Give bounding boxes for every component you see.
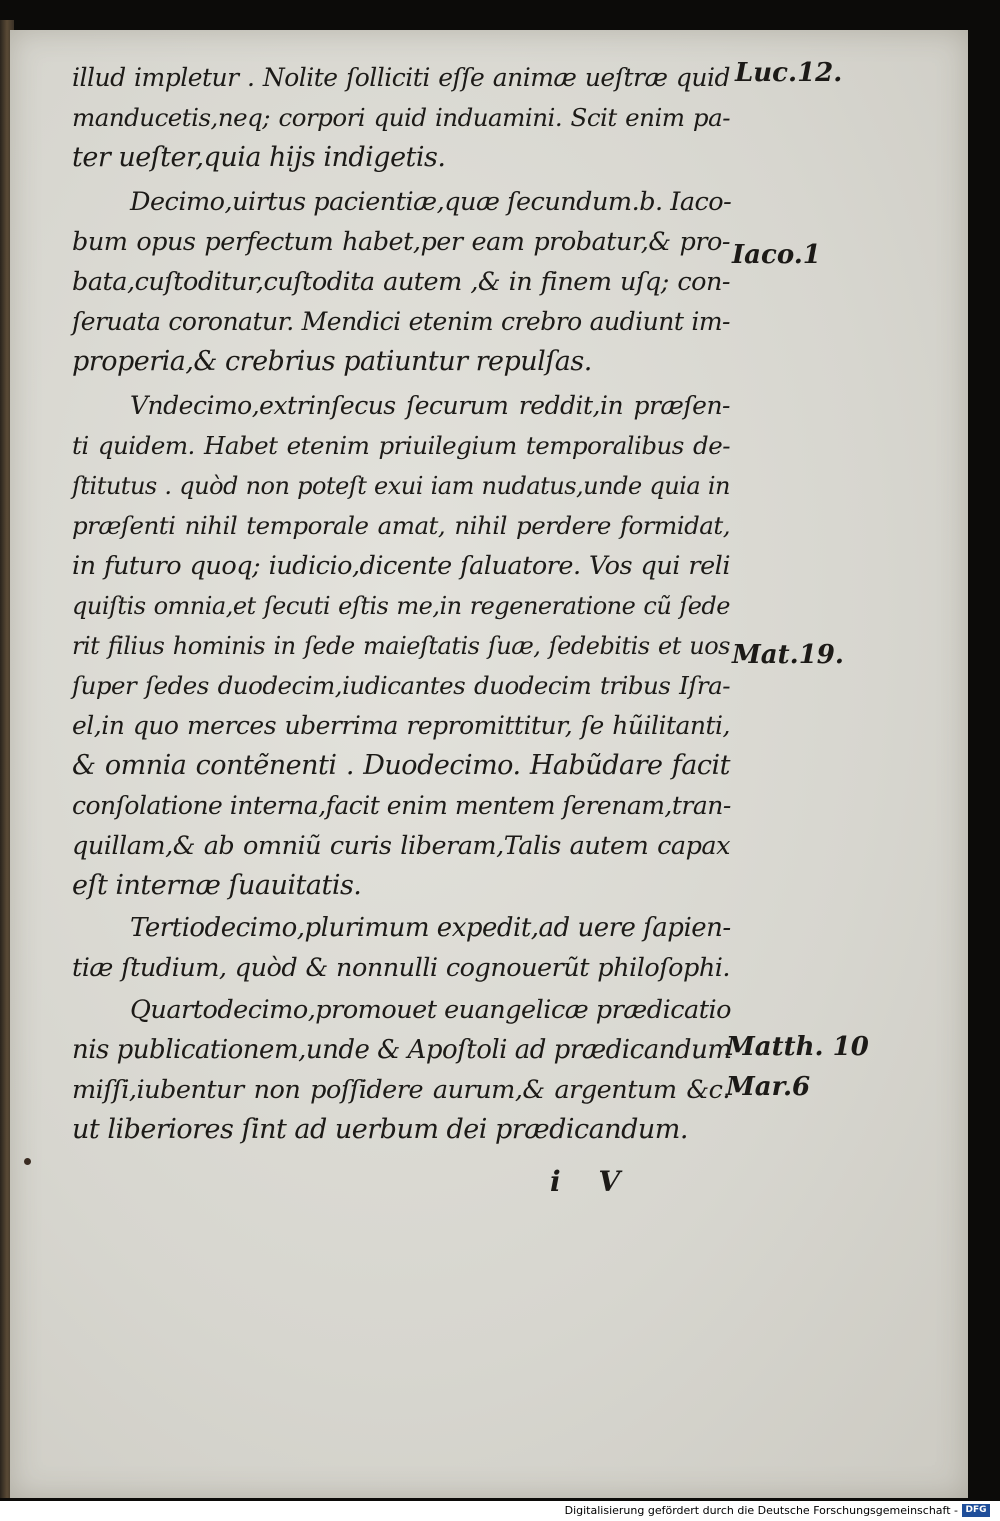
text-line: quiſtis omnia,et ſecuti eſtis me,in regeneratione cũ ſede: [72, 592, 730, 620]
signature-mark: i V: [550, 1165, 635, 1198]
margin-note: Luc.12.: [735, 58, 843, 88]
text-line: præſenti nihil temporale amat, nihil perdere formidat,: [72, 511, 730, 540]
text-line: Decimo,uirtus pacientiæ,quæ ſecundum.b. Iaco-: [130, 187, 732, 217]
text-line: ſeruata coronatur. Mendici etenim crebro audiunt im-: [72, 307, 730, 336]
text-line: ſtitutus . quòd non poteſt exui iam nudatus,unde quia in: [72, 472, 730, 500]
book-page: [10, 30, 968, 1498]
text-line: ſuper ſedes duodecim,iudicantes duodecim tribus Iſra-: [72, 671, 730, 700]
text-line: rit filius hominis in ſede maieſtatis ſuæ, ſedebitis et uos: [72, 632, 730, 660]
text-line: bum opus perfectum habet,per eam probatur,& pro-: [72, 227, 730, 257]
footer-credit: Digitalisierung gefördert durch die Deutsche Forschungsgemeinschaft -: [564, 1504, 958, 1517]
text-line: nis publicationem,unde & Apoſtoli ad prædicandum: [72, 1035, 732, 1065]
margin-note: Mat.19.: [732, 640, 844, 670]
text-line: tiæ ſtudium, quòd & nonnulli cognouerũt philoſophi.: [72, 953, 730, 983]
text-line: Quartodecimo,promouet euangelicæ prædicatio: [130, 995, 731, 1025]
text-line: Tertiodecimo,plurimum expedit,ad uere ſapien-: [130, 913, 731, 943]
text-line: manducetis,neq; corpori quid induamini. Scit enim pa-: [72, 103, 730, 132]
text-line: ter ueſter,quia hijs indigetis.: [72, 142, 446, 173]
text-line: miſſi,iubentur non poſſidere aurum,& argentum &c.: [72, 1075, 730, 1105]
text-line: ut liberiores ſint ad uerbum dei prædicandum.: [72, 1114, 688, 1145]
margin-note: Matth. 10: [726, 1032, 869, 1062]
dfg-logo-icon: DFG: [962, 1504, 990, 1517]
text-line: Vndecimo,extrinſecus ſecurum reddit,in præſen-: [130, 391, 730, 420]
text-line: quillam,& ab omniũ curis liberam,Talis autem capax: [72, 831, 730, 861]
text-line: eſt internæ ſuauitatis.: [72, 870, 362, 901]
text-line: conſolatione interna,facit enim mentem ſerenam,tran-: [72, 791, 731, 820]
text-line: bata,cuſtoditur,cuſtodita autem ,& in finem uſq; con-: [72, 267, 730, 297]
ink-spot: [24, 1158, 31, 1165]
text-line: in futuro quoq; iudicio,dicente ſaluatore. Vos qui reli: [72, 551, 730, 581]
text-line: & omnia contẽnenti . Duodecimo. Habũdare facit: [72, 750, 730, 781]
text-line: el,in quo merces uberrima repromittitur, ſe hũilitanti,: [72, 711, 730, 740]
text-line: illud impletur . Nolite ſolliciti eſſe animæ ueſtræ quid: [72, 63, 730, 92]
margin-note: Iaco.1: [732, 240, 821, 270]
text-line: properia,& crebrius patiuntur repulſas.: [72, 346, 592, 377]
text-line: ti quidem. Habet etenim priuilegium temporalibus de-: [72, 431, 730, 460]
margin-note: Mar.6: [726, 1072, 811, 1102]
